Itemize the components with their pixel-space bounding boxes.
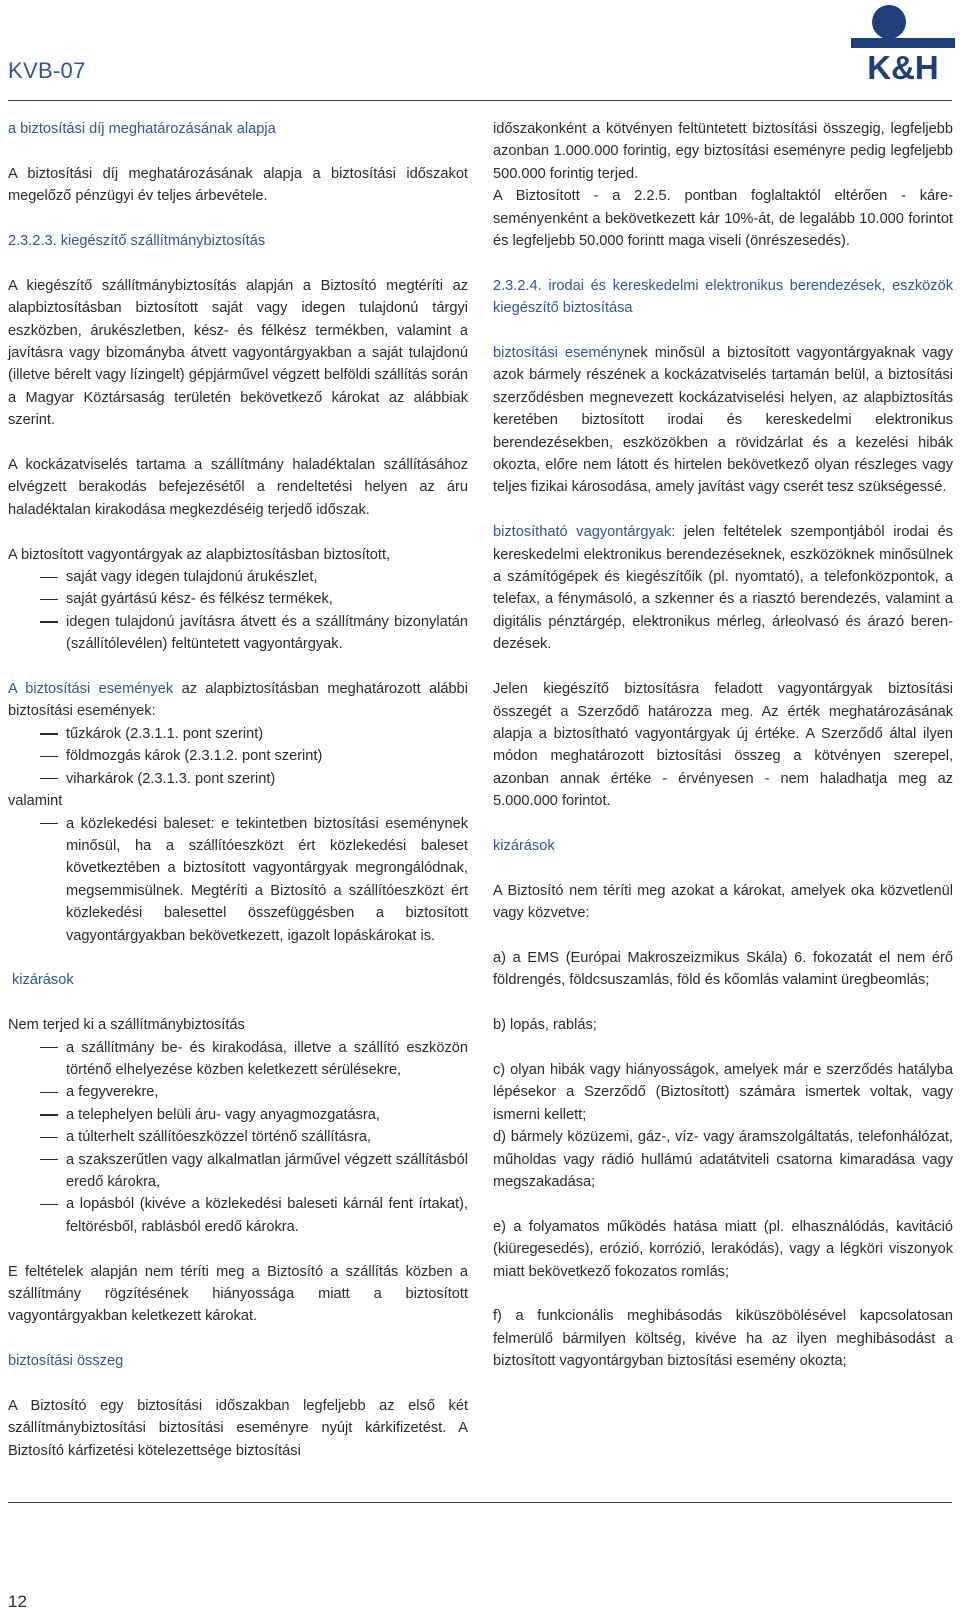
traffic-accident-list bbox=[8, 813, 468, 947]
paragraph: A biztosítási események az alapbiztosításban meghatározott alábbi biztosítási események: bbox=[8, 681, 468, 720]
section-heading: biztosítási összeg bbox=[8, 1353, 124, 1370]
document-code: KVB-07 bbox=[8, 58, 86, 83]
list-item: a fegyverekre, bbox=[8, 1081, 468, 1103]
paragraph: A Biztosító egy biztosítási időszakban legfeljebb az első két szállítmánybiztosítási biztosítási eseményre nyújt kárkifizetést. A Biztosító kárfizetési kötelezettsége biztosítási bbox=[8, 1397, 468, 1459]
list-item: a közlekedési baleset: e tekintetben biztosítási eseménynek minősül, ha a szállítóeszközt ért közlekedési baleset következtében a biztosított vagyontárgyak megrongálódnak, megsemmisülnek. Megtéríti a Biztosító a szállítóeszközt ért közlekedési balesettel összefüggésben a biztosított vagyontárgyakban bekövetkezett, igazolt lopáskárokat is. bbox=[8, 813, 468, 947]
section-heading: kizárások bbox=[12, 972, 74, 989]
paragraph: valamint bbox=[8, 793, 63, 810]
paragraph: A kiegészítő szállítmánybiztosítás alapján a Biztosító megtéríti az alapbiztosításban biztosított saját vagy idegen tulajdonú tárgyi eszközben, árukészletben, kész- és félkész termékben, valamint a javításra vagy bizományba átvett vagyontárgyakban a saját tulajdonú (illetve bérelt vagy lízingelt) gépjárművel végzett belföldi szállítás során a Magyar Köztársaság területén bekövetkező károkat az alábbiak szerint. bbox=[8, 277, 468, 429]
events-list bbox=[8, 723, 468, 790]
paragraph: A Biztosító nem téríti meg azokat a károkat, amelyek oka közvetlenül vagy közvetve: bbox=[493, 882, 953, 922]
list-item: saját vagy idegen tulajdonú árukészlet, bbox=[8, 566, 468, 588]
list-item: földmozgás károk (2.3.1.2. pont szerint) bbox=[8, 745, 468, 767]
paragraph: A biztosítási díj meghatározásának alapja a biztosítási időszakot megelőző pénzügyi év teljes árbevétele. bbox=[8, 165, 468, 205]
paragraph: Nem terjed ki a szállítmánybiztosítás bbox=[8, 1017, 245, 1034]
paragraph: e) a folyamatos működés hatása miatt (pl. elhasználódás, kavitáció (kiüregesedés), erózió, korrózió, lerakódás), vagy a légköri viszonyok miatt bekövetkező fokozatos romlás; bbox=[493, 1218, 953, 1280]
bottom-divider bbox=[8, 1502, 952, 1503]
logo-text: K&H bbox=[867, 49, 939, 83]
paragraph: a) a EMS (Európai Makroszeizmikus Skála) 6. fokozatát el nem érő földrengés, földcsuszamlás, föld és kőomlás valamint üregbeomlás; bbox=[493, 949, 953, 989]
list-item: a túlterhelt szállítóeszközzel történő szállításra, bbox=[8, 1126, 468, 1148]
exclusions-list bbox=[8, 1037, 468, 1239]
list-item: saját gyártású kész- és félkész termékek, bbox=[8, 588, 468, 610]
list-item: a szállítmány be- és kirakodása, illetve a szállító eszközön történő elhelyezése közben keletkezett sérülésekre, bbox=[8, 1037, 468, 1082]
paragraph: E feltételek alapján nem téríti meg a Biztosító a szállítás közben a szállítmány rögzítésének hiányossága miatt a biztosított vagyontárgyakban keletkezett károkat. bbox=[8, 1263, 468, 1325]
list-item: viharkárok (2.3.1.3. pont szerint) bbox=[8, 768, 468, 790]
left-column bbox=[8, 118, 468, 1462]
paragraph: biztosítható vagyontárgyak: jelen feltételek szempontjából irodai és kereskedelmi elektronikus berendezéseknek, eszközöknek minősülnek a számítógépek és kiegészítőik (pl. nyomtató), a telefonközpontok, a telefax, a fénymásoló, a szkenner és a riasztó berendezés, valamint a digitális pénztárgép, elektronikus mérleg, árleolvasó és árazó berendezések. bbox=[493, 524, 953, 653]
paragraph: Jelen kiegészítő biztosításra feladott vagyontárgyak biztosítási összegét a Szerződő határozza meg. Az érték meghatározásának alapja a biztosítható vagyontárgyak új értéke. A Szerződő által ilyen módon meghatározott biztosítási összeg a kötvényen szerepel, azonban annak értéke - érvényesen - nem haladhatja meg az 5.000.000 forintot. bbox=[493, 681, 953, 810]
list-item: idegen tulajdonú javításra átvett és a szállítmány bizonylatán (szállítólevélen) feltüntetett vagyontárgyak. bbox=[8, 611, 468, 656]
top-divider bbox=[8, 100, 952, 101]
right-column bbox=[493, 118, 953, 1373]
paragraph: c) olyan hibák vagy hiányosságok, amelyek már e szerződés hatályba lépésekor a Szerződő (Biztosított) számára ismertek voltak, vagy ismerni kellett; bbox=[493, 1061, 953, 1123]
section-heading: 2.3.2.3. kiegészítő szállítmánybiztosítás bbox=[8, 233, 266, 249]
paragraph: b) lopás, rablás; bbox=[493, 1017, 597, 1034]
section-heading: kizárások bbox=[493, 837, 555, 854]
kh-logo bbox=[851, 3, 955, 83]
paragraph: időszakonként a kötvényen feltüntetett biztosítási összegig, legfeljebb azonban 1.000.000 forintig, egy biztosítási eseményre pedig legfeljebb 500.000 forintig terjed. bbox=[493, 121, 953, 182]
list-item: a lopásból (kivéve a közlekedési baleseti kárnál fent írtakat), feltörésből, rablásból eredő károkra. bbox=[8, 1193, 468, 1238]
list-item: a telephelyen belüli áru- vagy anyagmozgatásra, bbox=[8, 1104, 468, 1126]
section-heading: a biztosítási díj meghatározásának alapja bbox=[8, 121, 276, 137]
list-item: tűzkárok (2.3.1.1. pont szerint) bbox=[8, 723, 468, 745]
insured-assets-list bbox=[8, 566, 468, 656]
section-heading: 2.3.2.4. irodai és kereskedelmi elektronikus berendezések, eszközök kiegészítő biztosítása bbox=[493, 277, 953, 317]
paragraph: biztosítási eseménynek minősül a biztosított vagyontárgyaknak vagy azok bármely részének a kockázatviselés tartamán belül, a biztosítási szerződésben megnevezett kockázatviselési helyen, az alapbiztosítás keretében biztosított irodai és kereskedelmi elektronikus berendezésekben, eszközökben a rövidzárlat és a kezelési hibák okozta, előre nem látott és hirtelen bekövetkező olyan részleges vagy teljes fizikai károsodása, amely javítást vagy cserét tesz szükségessé. bbox=[493, 345, 953, 496]
paragraph: f) a funkcionális meghibásodás kiküszöbölésével kapcsolatosan felmerülő bármilyen költség, kivéve ha az ilyen meghibásodást a biztosított vagyontárgyban biztosítási esemény okozta; bbox=[493, 1308, 953, 1370]
page-number: 12 bbox=[8, 1592, 27, 1611]
paragraph: A Biztosított - a 2.2.5. pontban foglaltaktól eltérően - káreseményenként a bekövetkezett kár 10%-át, de legalább 10.000 forintot és legfeljebb 50.000 forintt maga viseli (önrészesedés). bbox=[493, 188, 953, 250]
paragraph: d) bármely közüzemi, gáz-, víz- vagy áramszolgáltatás, telefonhálózat, műholdas vagy rádió hullámú adatátviteli csatorna kimaradása vagy megszakadása; bbox=[493, 1129, 953, 1190]
paragraph: A biztosított vagyontárgyak az alapbiztosításban biztosított, bbox=[8, 546, 391, 563]
list-item: a szakszerűtlen vagy alkalmatlan járművel végzett szállításból eredő károkra, bbox=[8, 1149, 468, 1194]
paragraph: A kockázatviselés tartama a szállítmány haladéktalan szállításához elvégzett berakodás befejezésétől a rendeltetési helyen az áru haladéktalan kirakodása megkezdéséig terjedő időszak. bbox=[8, 457, 468, 518]
